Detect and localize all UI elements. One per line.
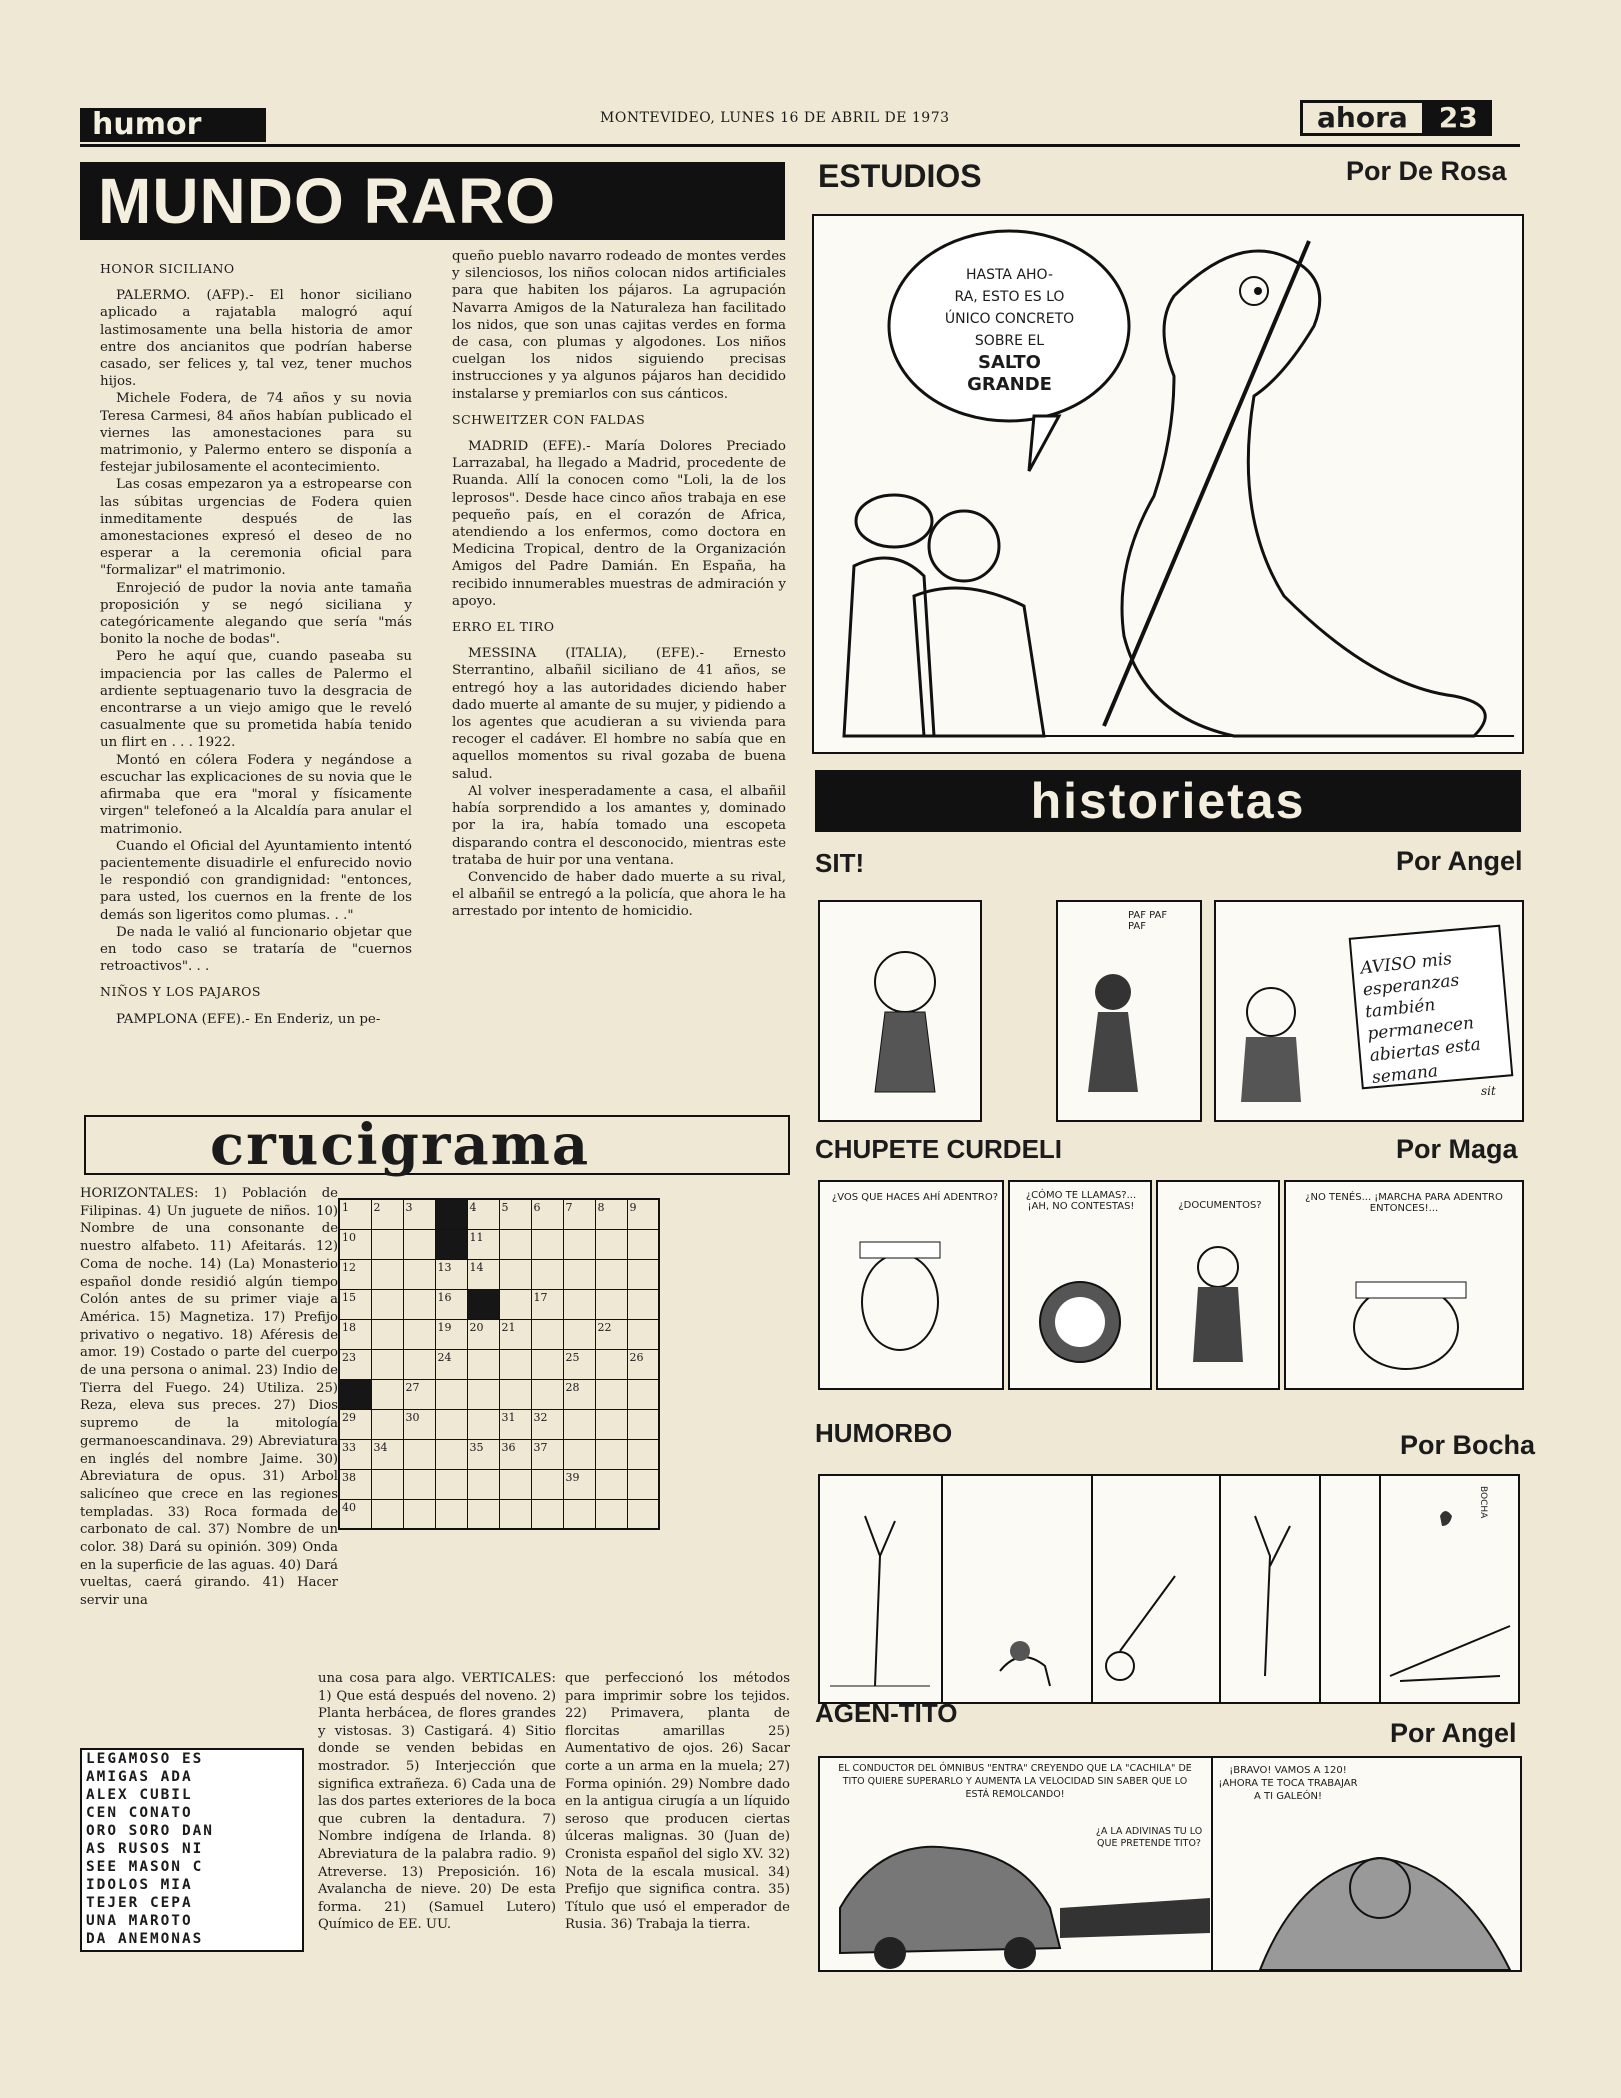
- crossword-black-cell: [435, 1229, 467, 1259]
- header-rule: [80, 144, 1520, 147]
- crossword-cell: [403, 1469, 435, 1499]
- chupete-balloon-4: ¿NO TENÉS... ¡MARCHA PARA ADENTRO ENTONCES!...: [1305, 1192, 1503, 1214]
- crossword-cell: [531, 1259, 563, 1289]
- article-paragraph: MADRID (EFE).- María Dolores Preciado Larrazabal, ha llegado a Madrid, procedente de Ruanda. Allí la conocen como "Loli, la de los leprosos". Desde hace cinco años trabaja en ese pequeño país, en el corazón de Africa, atendiendo a los enfermos, como doctora en Medicina Tropical, dentro de la Organización Amigos del Padre Damián. En España, ha recibido innumerables muestras de admiración y apoyo.: [452, 439, 786, 609]
- humorbo-strip: [818, 1474, 1520, 1704]
- crossword-cell: [467, 1499, 499, 1529]
- sit-sign-text: AVISO mis esperanzas también permanecen abiertas esta semana: [1359, 949, 1482, 1088]
- crossword-row: [339, 1379, 659, 1409]
- solution-row: ORO SORO DAN: [86, 1823, 214, 1839]
- crossword-cell: 17: [531, 1289, 563, 1319]
- solution-row: LEGAMOSO ES: [86, 1751, 204, 1767]
- solution-row: DA ANEMONAS: [86, 1931, 204, 1947]
- strip-author-humorbo: Por Bocha: [1400, 1430, 1536, 1460]
- humorbo-art: [820, 1476, 1518, 1702]
- crossword-cell: [435, 1409, 467, 1439]
- estudios-title: ESTUDIOS: [818, 158, 982, 194]
- sit-character: [820, 902, 980, 1120]
- crossword-cell: [371, 1259, 403, 1289]
- magazine-name: ahora: [1300, 100, 1425, 136]
- crossword-cell: [499, 1229, 531, 1259]
- chupete-panel-4: [1284, 1180, 1524, 1390]
- crossword-cell: [627, 1259, 659, 1289]
- crossword-cell: [595, 1469, 627, 1499]
- crossword-cell: 40: [339, 1499, 371, 1529]
- agentito-strip: [818, 1756, 1522, 1972]
- crossword-cell: [403, 1349, 435, 1379]
- crossword-row: [339, 1199, 659, 1229]
- article-paragraph: Cuando el Oficial del Ayuntamiento intentó pacientemente disuadirle el enfurecido novio le respondió con grandignidad: "entonces, para usted, los cuernos en la frente de los demás son ligeritos como plumas. . .": [100, 838, 412, 923]
- crossword-cell: [627, 1379, 659, 1409]
- crossword-cell: 24: [435, 1349, 467, 1379]
- crossword-cell: [499, 1469, 531, 1499]
- crossword-cell: [563, 1499, 595, 1529]
- crossword-cell: [627, 1469, 659, 1499]
- crossword-black-cell: [435, 1199, 467, 1229]
- crossword-cell: [371, 1409, 403, 1439]
- crossword-cell: 6: [531, 1199, 563, 1229]
- agentito-balloon-1: ¿A LA ADIVINAS TU LO QUE PRETENDE TITO?: [1095, 1826, 1203, 1849]
- crossword-cell: 33: [339, 1439, 371, 1469]
- chupete-panel-2: [1008, 1180, 1152, 1390]
- solution-row: TEJER CEPA: [86, 1895, 193, 1911]
- solution-row: ALEX CUBIL: [86, 1787, 193, 1803]
- article-paragraph: Michele Fodera, de 74 años y su novia Teresa Carmesi, 84 años habían publicado el viernes las amonestaciones para su matrimonio, y Palermo entero se disponía a festejar jubilosamente el acontecimiento.: [100, 391, 412, 476]
- crossword-cell: 25: [563, 1349, 595, 1379]
- crossword-cell: 19: [435, 1319, 467, 1349]
- strip-title-agentito: AGEN-TITO: [815, 1698, 958, 1728]
- crossword-black-cell: [339, 1379, 371, 1409]
- humorbo-signature: BOCHA: [1478, 1486, 1488, 1519]
- strip-title-chupete: CHUPETE CURDELI: [815, 1134, 1063, 1164]
- article-paragraph: Al volver inesperadamente a casa, el albañil había sorprendido a los amantes y, dominado por la ira, había tomado una escopeta disparando contra el desconocido, mientras este trataba de huir por una ventana.: [452, 783, 786, 868]
- crossword-cell: [467, 1379, 499, 1409]
- chupete-panel-3: [1156, 1180, 1280, 1390]
- article-paragraph: queño pueblo navarro rodeado de montes verdes y silenciosos, los niños colocan nidos artificiales para que habiten los pájaros. La agrupación Navarra Amigos de la Naturaleza han facilitado los nidos, que son unas cajitas verdes en forma de casa, con plumas y algodones. Los niños cuelgan los nidos siguiendo precisas instrucciones y ya algunos pájaros han decidido instalarse y premiarlos con sus cánticos.: [452, 249, 786, 402]
- crossword-cell: [627, 1439, 659, 1469]
- horizontales-clues: HORIZONTALES: 1) Población de Filipinas. 4) Un juguete de niños. 10) Nombre de una consonante de nuestro alfabeto. 11) Afeitarás. 12) Coma de noche. 14) (La) Monasterio español donde residió algún tiempo Colón antes de su primer viaje a América. 15) Magnetiza. 17) Prefijo privativo o negativo. 18) Aféresis de amor. 19) Costado o parte del cuerpo de una persona o animal. 23) Indio de Tierra del Fuego. 24) Utiliza. 25) Reza, eleva sus preces. 27) Dios supremo de la mitología germanoescandinava. 29) Abreviatura en inglés del nombre Jaime. 30) Abreviatura de opus. 31) Arbol salicíneo que crece en las regiones templadas. 33) Roca formada de carbonato de cal. 37) Nombre de un color. 38) Dará su opinión. 309) Onda en la superficie de las aguas. 40) Dará vueltas, caerá girando. 41) Hacer servir una: [80, 1186, 338, 1609]
- crossword-cell: 16: [435, 1289, 467, 1319]
- crossword-cell: [371, 1379, 403, 1409]
- crossword-cell: 7: [563, 1199, 595, 1229]
- crossword-cell: 2: [371, 1199, 403, 1229]
- crossword-cell: [627, 1289, 659, 1319]
- crossword-cell: [371, 1289, 403, 1319]
- sit-signature: sit: [1481, 1084, 1496, 1098]
- verticales-clues: una cosa para algo. VERTICALES: 1) Que está después del noveno. 2) Planta herbácea, de flores grandes y vistosas. 3) Castigará. 4) Sitio donde se venden bebidas en mostrador. 5) Interjección que significa extrañeza. 6) Cada una de las dos partes exteriores de la boca que cubren la dentadura. 7) Nombre indígena de Irlanda. 8) Abreviatura de la palabra radio. 9) Atreverse. 13) Preposición. 16) Avalancha de nieve. 20) De esta forma. 21) (Samuel Lutero) Químico de EE. UU.: [318, 1671, 556, 1933]
- article-column-2: [452, 248, 786, 921]
- crossword-cell: 27: [403, 1379, 435, 1409]
- balloon-line: ÚNICO CONCRETO: [944, 311, 1075, 327]
- crossword-cell: [371, 1349, 403, 1379]
- crossword-row: [339, 1289, 659, 1319]
- crossword-cell: 13: [435, 1259, 467, 1289]
- crossword-solution: [80, 1748, 304, 1952]
- crossword-cell: [627, 1409, 659, 1439]
- article-heading: ERRO EL TIRO: [452, 619, 555, 635]
- crossword-cell: 8: [595, 1199, 627, 1229]
- crossword-cell: 10: [339, 1229, 371, 1259]
- strip-author-agentito: Por Angel: [1390, 1718, 1517, 1748]
- crossword-cell: 36: [499, 1439, 531, 1469]
- crossword-cell: [467, 1409, 499, 1439]
- page-number: 23: [1425, 100, 1492, 136]
- estudios-author: Por De Rosa: [1346, 156, 1507, 186]
- crossword-row: [339, 1499, 659, 1529]
- crossword-cell: [627, 1499, 659, 1529]
- balloon-line: SALTO: [978, 352, 1041, 373]
- chupete-panel-1: [818, 1180, 1004, 1390]
- crossword-cell: [595, 1499, 627, 1529]
- article-paragraph: Convencido de haber dado muerte a su rival, el albañil se entregó a la policía, que ahora le ha arrestado por intento de homicidio.: [452, 869, 786, 920]
- crossword-cell: 28: [563, 1379, 595, 1409]
- crossword-cell: [531, 1349, 563, 1379]
- section-tag-humor: humor: [80, 108, 266, 142]
- estudios-cartoon: [812, 214, 1524, 754]
- chupete-balloon-2: ¿CÓMO TE LLAMAS?...¡AH, NO CONTESTAS!: [1025, 1190, 1137, 1212]
- crossword-cell: 15: [339, 1289, 371, 1319]
- crossword-cell: [595, 1289, 627, 1319]
- strip-author-chupete: Por Maga: [1396, 1134, 1518, 1164]
- crossword-cell: [435, 1379, 467, 1409]
- crossword-cell: [371, 1319, 403, 1349]
- crossword-cell: [403, 1229, 435, 1259]
- crossword-row: [339, 1469, 659, 1499]
- mundo-raro-title: MUNDO RARO: [80, 162, 785, 240]
- crossword-row: [339, 1439, 659, 1469]
- crossword-cell: 21: [499, 1319, 531, 1349]
- crossword-cell: [563, 1259, 595, 1289]
- crossword-cell: [403, 1439, 435, 1469]
- crossword-cell: [371, 1229, 403, 1259]
- crossword-cell: 34: [371, 1439, 403, 1469]
- crossword-row: [339, 1259, 659, 1289]
- balloon-line: RA, ESTO ES LO: [954, 289, 1065, 305]
- crossword-cell: [563, 1319, 595, 1349]
- article-paragraph: Las cosas empezaron ya a estropearse con las súbitas urgencias de Fodera quien inmeditamente después de las amonestaciones expresó el deseo de no esperar a la ceremonia oficial para "formalizar" el matrimonio.: [100, 477, 412, 579]
- sit-panel-3: [1214, 900, 1524, 1122]
- crossword-black-cell: [467, 1289, 499, 1319]
- crossword-cell: 26: [627, 1349, 659, 1379]
- crossword-cell: 18: [339, 1319, 371, 1349]
- article-heading: SCHWEITZER CON FALDAS: [452, 411, 646, 427]
- crossword-row: [339, 1229, 659, 1259]
- solution-row: CEN CONATO: [86, 1805, 193, 1821]
- strip-title-humorbo: HUMORBO: [815, 1418, 953, 1448]
- crossword-cell: [531, 1319, 563, 1349]
- crossword-cell: 12: [339, 1259, 371, 1289]
- crossword-cell: [595, 1439, 627, 1469]
- crossword-cell: [595, 1229, 627, 1259]
- crossword-cell: [499, 1259, 531, 1289]
- crossword-row: [339, 1409, 659, 1439]
- strip-title-sit: SIT!: [815, 848, 865, 878]
- crucigrama-title: crucigrama: [210, 1112, 591, 1178]
- crossword-cell: 11: [467, 1229, 499, 1259]
- crossword-cell: [467, 1349, 499, 1379]
- crossword-cell: 32: [531, 1409, 563, 1439]
- crossword-cell: [595, 1379, 627, 1409]
- crossword-cell: [563, 1409, 595, 1439]
- crossword-cell: [531, 1379, 563, 1409]
- crossword-cell: [595, 1259, 627, 1289]
- crossword-cell: [563, 1229, 595, 1259]
- agentito-balloon-2: ¡BRAVO! VAMOS A 120! ¡AHORA TE TOCA TRABAJAR A TI GALEÓN!: [1218, 1765, 1358, 1802]
- crossword-cell: [595, 1409, 627, 1439]
- strip-author-sit: Por Angel: [1396, 846, 1523, 876]
- crossword-cell: [467, 1469, 499, 1499]
- balloon-line: SOBRE EL: [974, 333, 1045, 349]
- crossword-cell: [627, 1319, 659, 1349]
- crossword-cell: 3: [403, 1199, 435, 1229]
- article-heading: HONOR SICILIANO: [100, 261, 235, 276]
- agentito-caption: EL CONDUCTOR DEL ÓMNIBUS "ENTRA" CREYENDO QUE LA "CACHILA" DE TITO QUIERE SUPERARLO Y AUMENTA LA VELOCIDAD SIN SABER QUE LO ESTÁ REMOLCANDO!: [838, 1763, 1192, 1800]
- crossword-cell: 29: [339, 1409, 371, 1439]
- crossword-cell: [371, 1469, 403, 1499]
- crossword-cell: 23: [339, 1349, 371, 1379]
- article-paragraph: Pero he aquí que, cuando paseaba su impaciencia por las calles de Palermo el ardiente septuagenario tuvo la desgracia de encontrarse a un viejo amigo que le reveló casualmente que su prometida había tenido un flirt en . . . 1922.: [100, 649, 412, 751]
- crossword-cell: [435, 1499, 467, 1529]
- crossword-cell: 14: [467, 1259, 499, 1289]
- crossword-cell: [403, 1259, 435, 1289]
- estudios-balloon: [902, 264, 1117, 396]
- crossword-cell: 5: [499, 1199, 531, 1229]
- crossword-cell: 1: [339, 1199, 371, 1229]
- crossword-cell: 35: [467, 1439, 499, 1469]
- crossword-row: [339, 1319, 659, 1349]
- article-paragraph: MESSINA (ITALIA), (EFE).- Ernesto Sterrantino, albañil siciliano de 41 años, se entregó hoy a las autoridades diciendo haber dado muerte al amante de su mujer, y pidiendo a los agentes que acudieran a su vivienda para recoger el cadáver. El hombre no sabía que en aquellos momentos su rival gozaba de buena salud.: [452, 646, 786, 782]
- solution-row: AS RUSOS NI: [86, 1841, 204, 1857]
- crossword-cell: [403, 1499, 435, 1529]
- crossword-row: [339, 1349, 659, 1379]
- balloon-line: GRANDE: [967, 374, 1052, 395]
- crossword-cell: [563, 1439, 595, 1469]
- crossword-cell: 22: [595, 1319, 627, 1349]
- crossword-cell: [563, 1289, 595, 1319]
- crossword-cell: [531, 1469, 563, 1499]
- sit-panel-2: [1056, 900, 1202, 1122]
- dateline: MONTEVIDEO, LUNES 16 DE ABRIL DE 1973: [600, 110, 950, 126]
- crossword-cell: 9: [627, 1199, 659, 1229]
- crossword-cell: 20: [467, 1319, 499, 1349]
- article-paragraph: De nada le valió al funcionario objetar que en todo caso se trataría de "cuernos retroactivos". . .: [100, 924, 412, 975]
- crossword-cell: [403, 1289, 435, 1319]
- crossword-grid: [338, 1198, 660, 1530]
- crossword-cell: 4: [467, 1199, 499, 1229]
- sit-sound-effect: PAF PAF PAF: [1128, 910, 1168, 932]
- crossword-cell: [627, 1229, 659, 1259]
- article-column-1: [100, 252, 412, 1028]
- balloon-line: HASTA AHO-: [965, 267, 1054, 283]
- crossword-cell: 31: [499, 1409, 531, 1439]
- article-paragraph: Montó en cólera Fodera y negándose a escuchar las explicaciones de su novia que le afirmaba que era "moral y físicamente virgen" telefoneó a la Alcaldía para anular el matrimonio.: [100, 752, 412, 837]
- crossword-cell: [403, 1319, 435, 1349]
- crossword-cell: [499, 1499, 531, 1529]
- crossword-cell: 37: [531, 1439, 563, 1469]
- crossword-cell: 39: [563, 1469, 595, 1499]
- solution-row: AMIGAS ADA: [86, 1769, 193, 1785]
- crossword-cell: 38: [339, 1469, 371, 1499]
- article-paragraph: PALERMO. (AFP).- El honor siciliano aplicado a rajatabla malogró aquí lastimosamente una bella historia de amor entre dos ancianitos que podrían haberse casado, ser felices y, tal vez, tener muchos hijos.: [100, 288, 412, 390]
- crossword-cell: [499, 1289, 531, 1319]
- crossword-cell: [595, 1349, 627, 1379]
- sit-panel-1: [818, 900, 982, 1122]
- crossword-cell: [435, 1439, 467, 1469]
- masthead-right: [1300, 100, 1492, 136]
- verticales-clues-cont: que perfeccionó los métodos para imprimir sobre los tejidos. 22) Primavera, planta de florcitas amarillas 25) Aumentativo de ojos. 26) Sacar corte a un arma en la muela; 27) Forma opinión. 29) Nombre dado en la antigua cirugía a un líquido seroso que producen ciertas úlceras malignas. 30 (Juan de) Cronista español del siglo XV. 32) Nota de la escala musical. 34) Prefijo que significa contra. 35) Título que usó el emperador de Rusia. 36) Trabaja la tierra.: [565, 1671, 790, 1933]
- crossword-cell: [371, 1499, 403, 1529]
- crossword-cell: 30: [403, 1409, 435, 1439]
- chupete-balloon-3: ¿DOCUMENTOS?: [1178, 1200, 1262, 1211]
- historietas-banner: historietas: [815, 770, 1521, 832]
- solution-row: UNA MAROTO: [86, 1913, 193, 1929]
- article-paragraph: Enrojeció de pudor la novia ante tamaña proposición y se negó siciliana y categóricamente alegando que sería "más bonito la noche de bodas".: [100, 580, 412, 648]
- crossword-cell: [435, 1469, 467, 1499]
- chupete-balloon-1: ¿VOS QUE HACES AHÍ ADENTRO?: [831, 1192, 999, 1203]
- solution-row: SEE MASON C: [86, 1859, 204, 1875]
- article-heading: NIÑOS Y LOS PAJAROS: [100, 984, 261, 1000]
- crossword-cell: [531, 1499, 563, 1529]
- crossword-cell: [499, 1379, 531, 1409]
- crossword-cell: [531, 1229, 563, 1259]
- solution-row: IDOLOS MIA: [86, 1877, 193, 1893]
- crossword-cell: [499, 1349, 531, 1379]
- article-paragraph: PAMPLONA (EFE).- En Enderiz, un pe-: [116, 1011, 381, 1027]
